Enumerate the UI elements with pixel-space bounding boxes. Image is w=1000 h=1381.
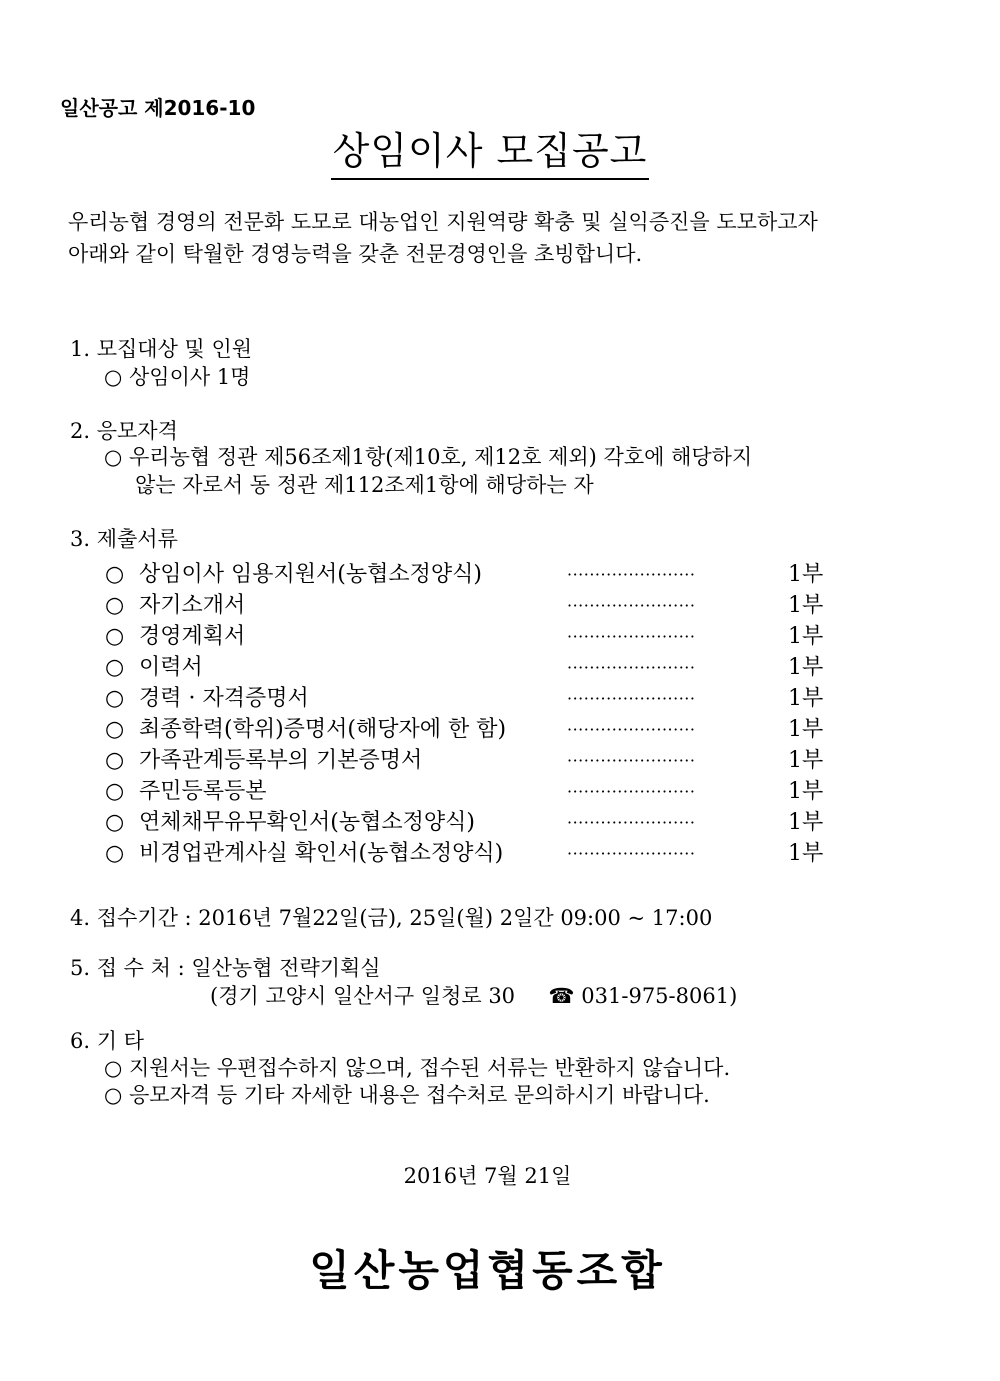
document-row bbox=[105, 621, 825, 652]
document-quantity: 1부 bbox=[788, 686, 824, 711]
leader-dots: ······················· bbox=[567, 782, 696, 801]
leader-dots: ······················· bbox=[567, 689, 696, 708]
document-row bbox=[105, 652, 825, 683]
document-quantity: 1부 bbox=[788, 562, 824, 587]
intro-line-1: 우리농협 경영의 전문화 도모로 대농업인 지원역량 확충 및 실익증진을 도모하고자 bbox=[68, 210, 818, 234]
section-2-heading: 2. 응모자격 bbox=[70, 419, 178, 443]
document-name: 가족관계등록부의 기본증명서 bbox=[139, 748, 423, 773]
leader-dots: ······················· bbox=[567, 813, 696, 832]
document-row bbox=[105, 590, 825, 621]
document-quantity: 1부 bbox=[788, 841, 824, 866]
document-name: 상임이사 임용지원서(농협소정양식) bbox=[139, 562, 482, 587]
leader-dots: ······················· bbox=[567, 658, 696, 677]
section-4-application-period: 4. 접수기간 : 2016년 7월22일(금), 25일(월) 2일간 09:00 ~ 17:00 bbox=[70, 906, 713, 930]
document-row bbox=[105, 683, 825, 714]
section-1-item: ○ 상임이사 1명 bbox=[104, 365, 251, 389]
document-row bbox=[105, 559, 825, 590]
document-quantity: 1부 bbox=[788, 748, 824, 773]
leader-dots: ······················· bbox=[567, 844, 696, 863]
bullet-circle: ○ bbox=[105, 562, 125, 587]
leader-dots: ······················· bbox=[567, 565, 696, 584]
document-name: 주민등록등본 bbox=[139, 779, 267, 804]
bullet-circle: ○ bbox=[105, 717, 125, 742]
bullet-circle: ○ bbox=[105, 810, 125, 835]
document-name: 경력 · 자격증명서 bbox=[139, 686, 309, 711]
bullet-circle: ○ bbox=[105, 593, 125, 618]
document-row bbox=[105, 776, 825, 807]
document-quantity: 1부 bbox=[788, 779, 824, 804]
document-quantity: 1부 bbox=[788, 810, 824, 835]
document-name: 자기소개서 bbox=[139, 593, 246, 618]
document-row bbox=[105, 745, 825, 776]
section-6-item-1: ○ 지원서는 우편접수하지 않으며, 접수된 서류는 반환하지 않습니다. bbox=[104, 1056, 731, 1080]
section-6-heading: 6. 기 타 bbox=[70, 1029, 144, 1053]
address-text: (경기 고양시 일산서구 일청로 30 bbox=[210, 984, 516, 1008]
page-title bbox=[0, 126, 1000, 180]
section-2-item-line-2: 않는 자로서 동 정관 제112조제1항에 해당하는 자 bbox=[135, 473, 594, 497]
document-row bbox=[105, 714, 825, 745]
section-1-heading: 1. 모집대상 및 인원 bbox=[70, 337, 253, 361]
section-3-heading: 3. 제출서류 bbox=[70, 527, 178, 551]
phone-icon: ☎ bbox=[548, 984, 575, 1008]
document-quantity: 1부 bbox=[788, 717, 824, 742]
document-row bbox=[105, 807, 825, 838]
leader-dots: ······················· bbox=[567, 720, 696, 739]
document-number: 일산공고 제2016-10 bbox=[60, 96, 256, 120]
document-name: 비경업관계사실 확인서(농협소정양식) bbox=[139, 841, 504, 866]
document-row bbox=[105, 838, 825, 869]
organization-name: 일산농업협동조합 bbox=[309, 1246, 666, 1295]
document-quantity: 1부 bbox=[788, 624, 824, 649]
bullet-circle: ○ bbox=[105, 686, 125, 711]
document-name: 이력서 bbox=[139, 655, 203, 680]
page-title-text: 상임이사 모집공고 bbox=[331, 126, 650, 180]
document-quantity: 1부 bbox=[788, 593, 824, 618]
bullet-circle: ○ bbox=[105, 655, 125, 680]
leader-dots: ······················· bbox=[567, 751, 696, 770]
section-6-item-2: ○ 응모자격 등 기타 자세한 내용은 접수처로 문의하시기 바랍니다. bbox=[104, 1083, 710, 1107]
intro-line-2: 아래와 같이 탁월한 경영능력을 갖춘 전문경영인을 초빙합니다. bbox=[68, 242, 643, 266]
bullet-circle: ○ bbox=[105, 779, 125, 804]
leader-dots: ······················· bbox=[567, 596, 696, 615]
bullet-circle: ○ bbox=[105, 624, 125, 649]
section-2-item-line-1: ○ 우리농협 정관 제56조제1항(제10호, 제12호 제외) 각호에 해당하지 bbox=[104, 445, 753, 469]
document-name: 경영계획서 bbox=[139, 624, 246, 649]
section-5-heading: 5. 접 수 처 : 일산농협 전략기획실 bbox=[70, 956, 381, 980]
bullet-circle: ○ bbox=[105, 748, 125, 773]
phone-number: 031-975-8061) bbox=[581, 984, 738, 1008]
document-name: 최종학력(학위)증명서(해당자에 한 함) bbox=[139, 717, 507, 742]
bullet-circle: ○ bbox=[105, 841, 125, 866]
document-quantity: 1부 bbox=[788, 655, 824, 680]
document-name: 연체채무유무확인서(농협소정양식) bbox=[139, 810, 475, 835]
leader-dots: ······················· bbox=[567, 627, 696, 646]
section-5-address-line bbox=[210, 981, 737, 1011]
notice-date: 2016년 7월 21일 bbox=[403, 1164, 572, 1188]
